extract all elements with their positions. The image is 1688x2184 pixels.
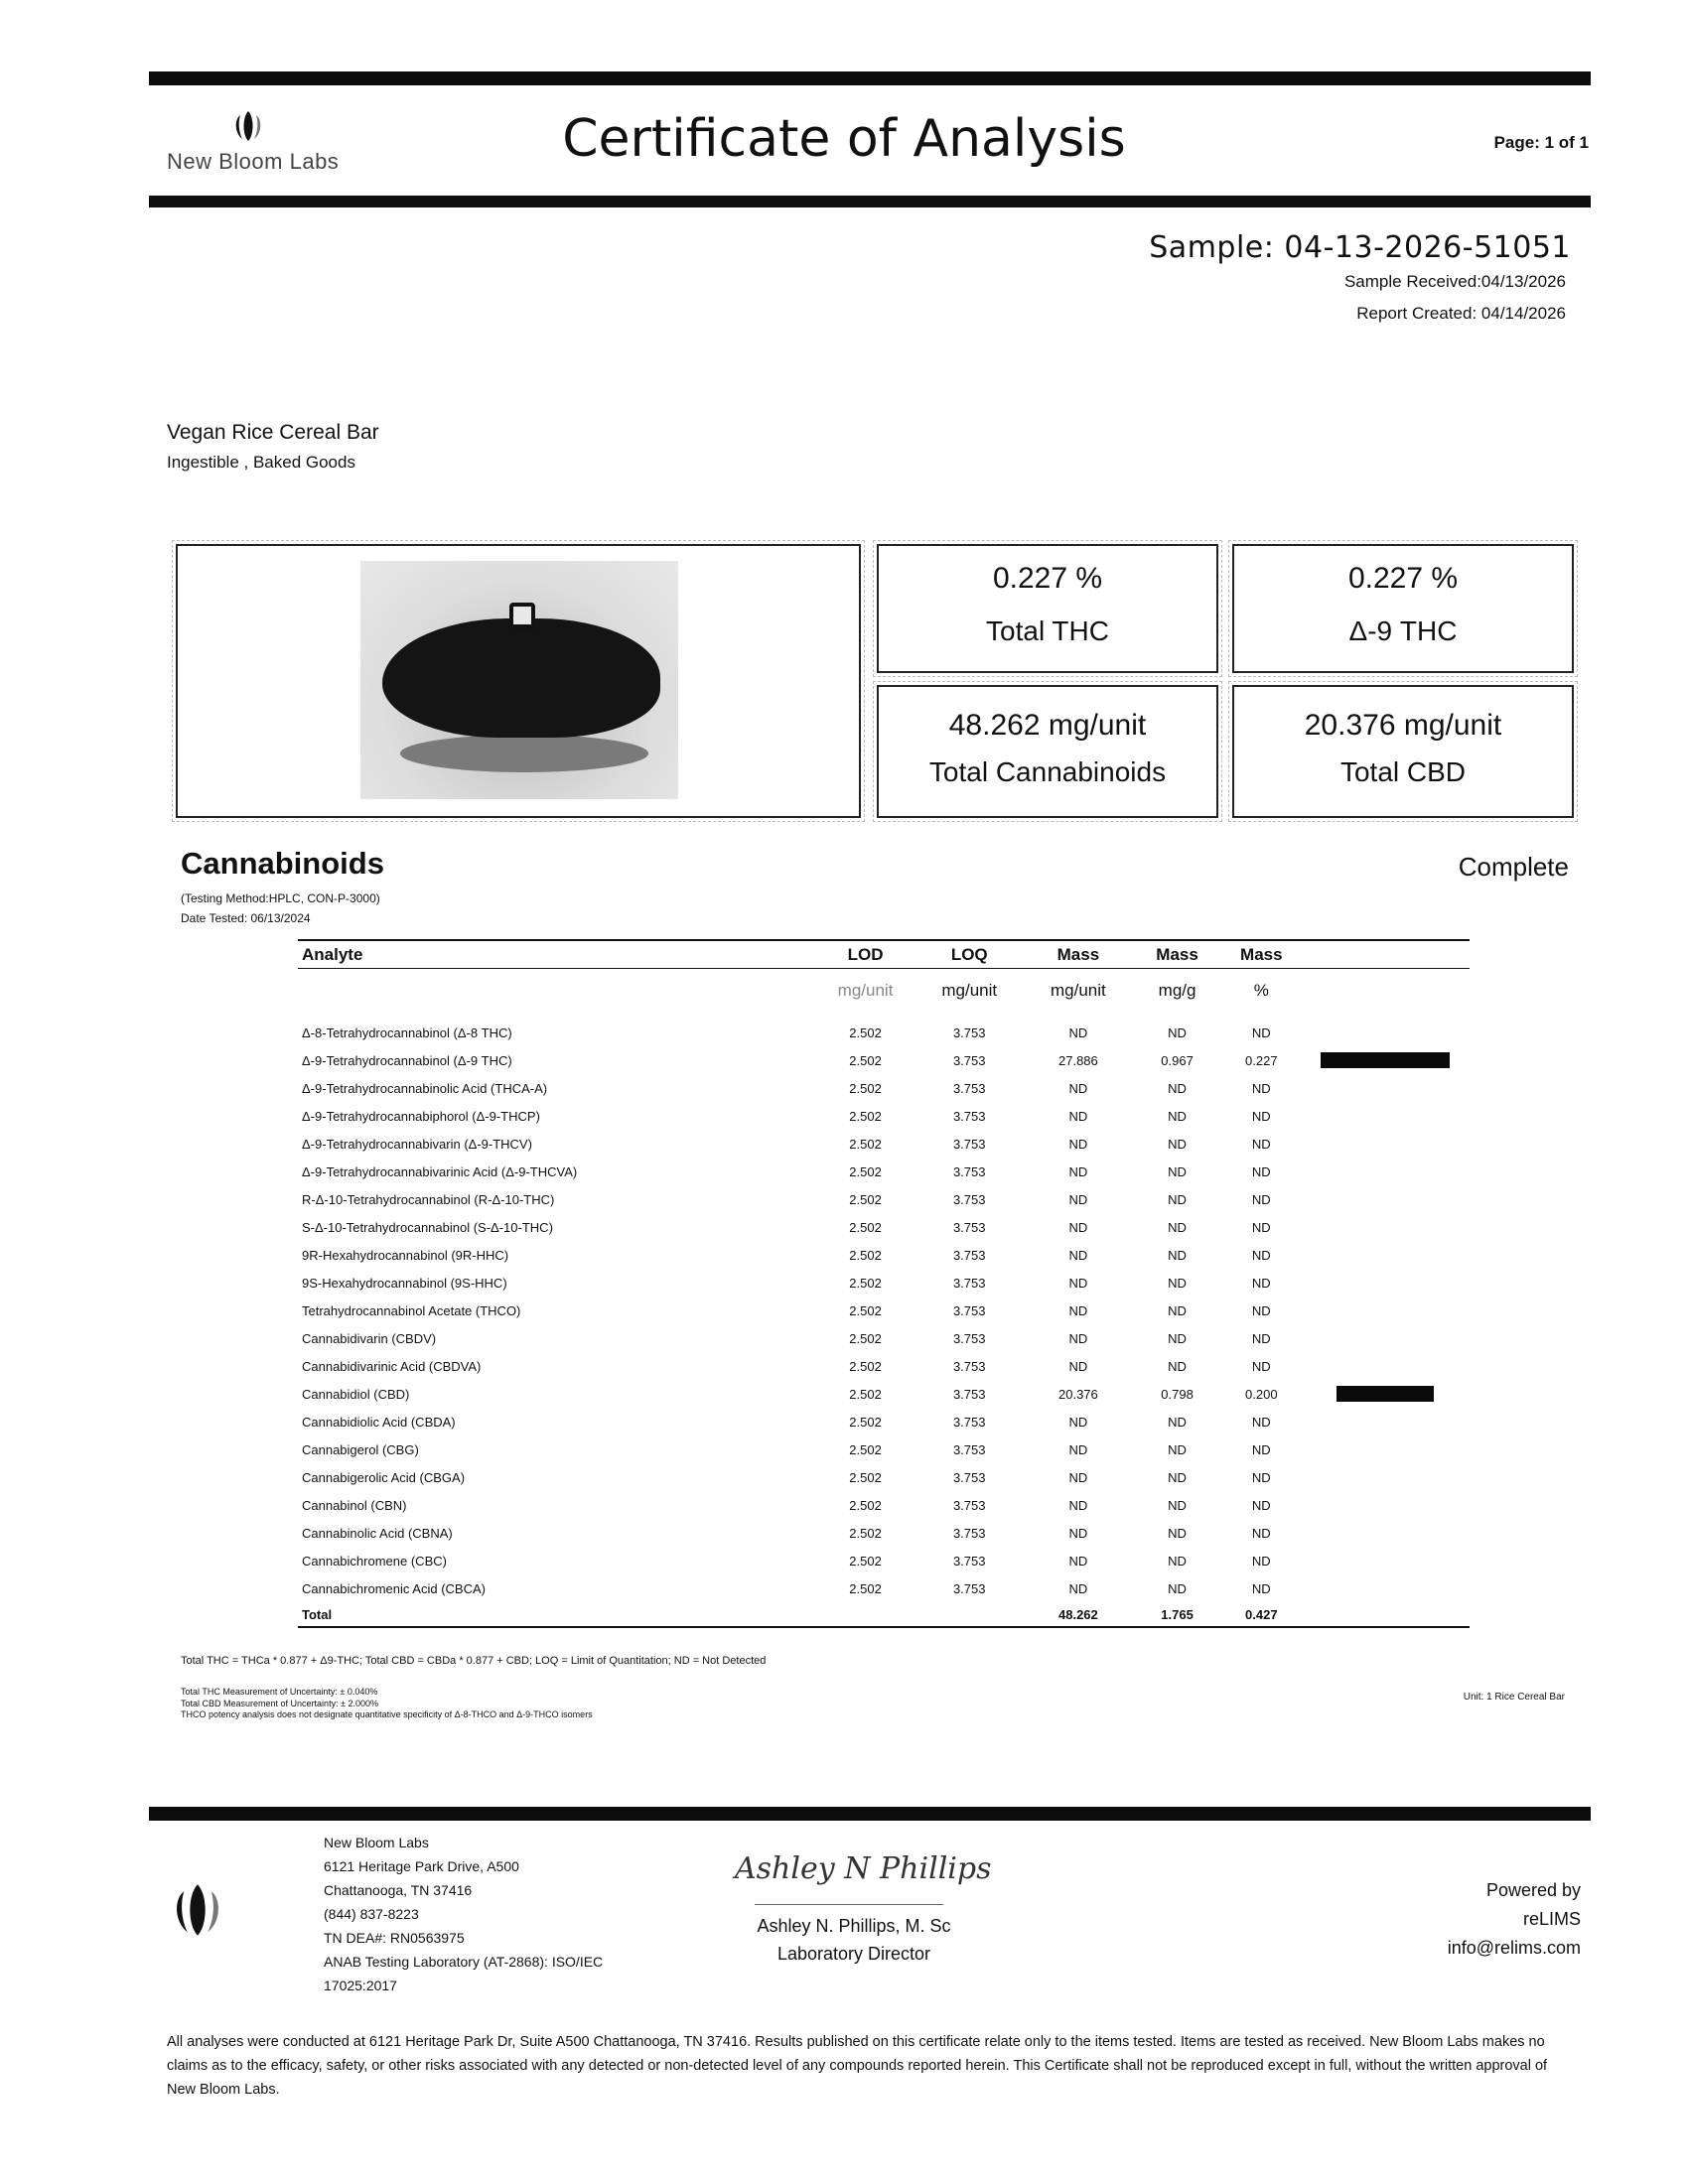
cell-mass-g: ND (1168, 1414, 1187, 1430)
address-line: 6121 Heritage Park Drive, A500 (324, 1858, 519, 1874)
product-photo (360, 561, 678, 799)
table-row (298, 1019, 1470, 1046)
cell-mass-pct: ND (1251, 1525, 1271, 1541)
cell-bar (1301, 1380, 1470, 1408)
cell-bar (1301, 1297, 1470, 1324)
cell-mass-unit: ND (1068, 1358, 1088, 1374)
cell-analyte: Cannabidivarin (CBDV) (302, 1330, 437, 1346)
cell-mass-unit: ND (1068, 1024, 1088, 1040)
powered-by-label: Powered by (1485, 1880, 1581, 1900)
table-row (298, 1130, 1470, 1158)
cell-mass-g: ND (1168, 1080, 1187, 1096)
cell-mass-pct: ND (1251, 1191, 1271, 1207)
cell-analyte: Cannabidiol (CBD) (302, 1386, 410, 1402)
column-header-mass-pct: Mass (1221, 940, 1301, 969)
address-line: Chattanooga, TN 37416 (324, 1882, 473, 1898)
cell-analyte: 9S-Hexahydrocannabinol (9S-HHC) (302, 1275, 507, 1291)
cell-bar (1301, 1213, 1470, 1241)
address-line: (844) 837-8223 (324, 1906, 419, 1922)
cell-bar (1301, 1158, 1470, 1185)
address-line: New Bloom Labs (324, 1835, 429, 1850)
cell-mass-pct: ND (1251, 1553, 1271, 1569)
cell-mass-g: ND (1168, 1441, 1187, 1457)
total-row (298, 1602, 1470, 1627)
cell-mass-pct: ND (1251, 1469, 1271, 1485)
cell-mass-pct: ND (1251, 1497, 1271, 1513)
table-row (298, 1185, 1470, 1213)
cell-loq: 3.753 (952, 1469, 986, 1485)
cell-analyte: Δ-8-Tetrahydrocannabinol (Δ-8 THC) (302, 1024, 512, 1040)
cell-bar (1301, 1019, 1470, 1046)
cereal-bar-image (382, 618, 660, 738)
cell-mass-unit: ND (1068, 1108, 1088, 1124)
cell-loq: 3.753 (952, 1108, 986, 1124)
cell-mass-unit: 27.886 (1058, 1052, 1098, 1068)
cell-mass-unit: ND (1068, 1275, 1088, 1291)
report-created-date: Report Created: 04/14/2026 (1356, 304, 1566, 323)
cell-analyte: S-Δ-10-Tetrahydrocannabinol (S-Δ-10-THC) (302, 1219, 553, 1235)
cell-lod: 2.502 (849, 1275, 882, 1291)
total-thc-card (877, 544, 1218, 673)
cell-analyte: Δ-9-Tetrahydrocannabivarinic Acid (Δ-9-THCVA) (302, 1163, 578, 1179)
disclaimer: All analyses were conducted at 6121 Heritage Park Dr, Suite A500 Chattanooga, TN 37416. Results published on this certificate relate only to the items tested. Items are tested as received. New Bloom Labs makes no claims as to the efficacy, safety, or other risks associated with any detected or non-detected level of any compounds reported herein. This Certificate shall not be reproduced except in full, without the written approval of New Bloom Labs. (167, 2034, 1548, 2098)
table-row (298, 1074, 1470, 1102)
total-cannabinoids-value: 48.262 mg/unit (948, 709, 1147, 742)
address-line: ANAB Testing Laboratory (AT-2868): ISO/IEC (324, 1954, 604, 1970)
total-empty (1301, 1602, 1470, 1627)
formula-footnote: Total THC = THCa * 0.877 + Δ9-THC; Total CBD = CBDa * 0.877 + CBD; LOQ = Limit of Quantitation; ND = Not Detected (181, 1655, 767, 1667)
new-bloom-logo-icon (167, 1881, 228, 1939)
cell-mass-pct: ND (1251, 1358, 1271, 1374)
handwritten-signature: Ashley N Phillips (735, 1851, 992, 1886)
cell-analyte: Δ-9-Tetrahydrocannabinol (Δ-9 THC) (302, 1052, 512, 1068)
cell-loq: 3.753 (952, 1553, 986, 1569)
cell-bar (1301, 1435, 1470, 1463)
cell-lod: 2.502 (849, 1525, 882, 1541)
table-row (298, 1269, 1470, 1297)
units-row (298, 969, 1470, 1020)
cell-mass-g: ND (1168, 1024, 1187, 1040)
unit-cell: mg/unit (1051, 981, 1106, 1000)
cell-mass-pct: ND (1251, 1275, 1271, 1291)
cell-lod: 2.502 (849, 1024, 882, 1040)
cell-loq: 3.753 (952, 1497, 986, 1513)
cell-bar (1301, 1547, 1470, 1574)
cell-loq: 3.753 (952, 1414, 986, 1430)
cell-lod: 2.502 (849, 1136, 882, 1152)
cell-bar (1301, 1046, 1470, 1074)
cell-analyte: Δ-9-Tetrahydrocannabinolic Acid (THCA-A) (302, 1080, 548, 1096)
cell-lod: 2.502 (849, 1191, 882, 1207)
cell-mass-g: ND (1168, 1469, 1187, 1485)
table-row (298, 1352, 1470, 1380)
cell-lod: 2.502 (849, 1441, 882, 1457)
cell-mass-unit: ND (1068, 1580, 1088, 1596)
cannabinoid-results-table (298, 939, 1470, 1628)
cell-lod: 2.502 (849, 1080, 882, 1096)
cell-mass-pct: ND (1251, 1580, 1271, 1596)
cell-mass-g: 0.798 (1161, 1386, 1194, 1402)
cell-lod: 2.502 (849, 1553, 882, 1569)
product-photo-panel (176, 544, 861, 818)
cell-mass-unit: ND (1068, 1247, 1088, 1263)
column-header-loq: LOQ (914, 940, 1024, 969)
cell-analyte: Cannabidivarinic Acid (CBDVA) (302, 1358, 482, 1374)
column-header-analyte: Analyte (298, 940, 816, 969)
table-row (298, 1046, 1470, 1074)
table-row (298, 1547, 1470, 1574)
cell-mass-pct: ND (1251, 1219, 1271, 1235)
table-row (298, 1380, 1470, 1408)
cell-loq: 3.753 (952, 1024, 986, 1040)
cbd-uncertainty: Total CBD Measurement of Uncertainty: ± 2.000% (181, 1699, 379, 1708)
contact-email[interactable]: info@relims.com (1447, 1938, 1581, 1958)
cell-mass-pct: ND (1251, 1080, 1271, 1096)
cell-analyte: Tetrahydrocannabinol Acetate (THCO) (302, 1302, 521, 1318)
total-empty (816, 1602, 915, 1627)
cell-mass-g: ND (1168, 1330, 1187, 1346)
cell-lod: 2.502 (849, 1108, 882, 1124)
cell-bar (1301, 1130, 1470, 1158)
table-row (298, 1519, 1470, 1547)
cell-analyte: 9R-Hexahydrocannabinol (9R-HHC) (302, 1247, 509, 1263)
cell-lod: 2.502 (849, 1247, 882, 1263)
total-cbd-card (1232, 685, 1574, 818)
table-row (298, 1158, 1470, 1185)
table-row (298, 1491, 1470, 1519)
cell-lod: 2.502 (849, 1386, 882, 1402)
cell-mass-unit: ND (1068, 1469, 1088, 1485)
cell-mass-unit: ND (1068, 1302, 1088, 1318)
cell-loq: 3.753 (952, 1219, 986, 1235)
photo-shadow (400, 735, 648, 772)
total-empty (914, 1602, 1024, 1627)
cell-loq: 3.753 (952, 1525, 986, 1541)
table-row (298, 1435, 1470, 1463)
total-thc-value: 0.227 % (992, 562, 1103, 595)
cell-bar (1301, 1269, 1470, 1297)
unit-cell: % (1253, 981, 1269, 1000)
cell-mass-g: ND (1168, 1525, 1187, 1541)
table-row (298, 1324, 1470, 1352)
table-row (298, 1102, 1470, 1130)
cell-mass-pct: ND (1251, 1136, 1271, 1152)
date-tested: Date Tested: 06/13/2024 (181, 911, 311, 925)
cell-analyte: Cannabigerolic Acid (CBGA) (302, 1469, 466, 1485)
cell-loq: 3.753 (952, 1191, 986, 1207)
cell-lod: 2.502 (849, 1052, 882, 1068)
cell-loq: 3.753 (952, 1580, 986, 1596)
product-category: Ingestible , Baked Goods (167, 453, 355, 472)
total-cbd-value: 20.376 mg/unit (1304, 709, 1502, 742)
cell-loq: 3.753 (952, 1358, 986, 1374)
address-line: 17025:2017 (324, 1978, 397, 1993)
table-row (298, 1463, 1470, 1491)
total-mass-g: 1.765 (1133, 1602, 1222, 1627)
cell-loq: 3.753 (952, 1441, 986, 1457)
cell-mass-pct: ND (1251, 1330, 1271, 1346)
d9-thc-value: 0.227 % (1347, 562, 1459, 595)
unit-cell (298, 969, 816, 1020)
total-cannabinoids-card (877, 685, 1218, 818)
table-row (298, 1408, 1470, 1435)
table-row (298, 1213, 1470, 1241)
total-mass-pct: 0.427 (1221, 1602, 1301, 1627)
cell-analyte: Δ-9-Tetrahydrocannabivarin (Δ-9-THCV) (302, 1136, 532, 1152)
cell-loq: 3.753 (952, 1136, 986, 1152)
sample-id: Sample: 04-13-2026-51051 (1149, 230, 1571, 265)
total-cbd-label: Total CBD (1339, 756, 1467, 787)
cell-mass-unit: ND (1068, 1553, 1088, 1569)
address-line: TN DEA#: RN0563975 (324, 1930, 465, 1946)
powered-by-brand: reLIMS (1522, 1909, 1581, 1929)
table-row (298, 1241, 1470, 1269)
section-title: Cannabinoids (181, 846, 384, 881)
document-title: Certificate of Analysis (562, 109, 1126, 169)
cell-bar (1301, 1185, 1470, 1213)
product-name: Vegan Rice Cereal Bar (167, 421, 379, 444)
cell-loq: 3.753 (952, 1163, 986, 1179)
thco-note: THCO potency analysis does not designate quantitative specificity of Δ-8-THCO and Δ-9-THCO isomers (181, 1709, 593, 1719)
cell-lod: 2.502 (849, 1469, 882, 1485)
cell-mass-pct: ND (1251, 1414, 1271, 1430)
cell-mass-unit: ND (1068, 1080, 1088, 1096)
signer-title: Laboratory Director (776, 1944, 931, 1964)
cell-mass-unit: ND (1068, 1191, 1088, 1207)
cell-loq: 3.753 (952, 1275, 986, 1291)
page-number: Page: 1 of 1 (1493, 133, 1589, 152)
cell-mass-unit: ND (1068, 1441, 1088, 1457)
header-rule (149, 196, 1591, 207)
cell-mass-g: ND (1168, 1136, 1187, 1152)
d9-thc-label: Δ-9 THC (1348, 615, 1458, 646)
redaction-bar (1336, 1386, 1434, 1402)
cell-mass-g: ND (1168, 1108, 1187, 1124)
cell-analyte: R-Δ-10-Tetrahydrocannabinol (R-Δ-10-THC) (302, 1191, 555, 1207)
signature-line (755, 1904, 943, 1905)
d9-thc-card (1232, 544, 1574, 673)
cell-bar (1301, 1324, 1470, 1352)
cell-bar (1301, 1574, 1470, 1602)
column-header-mass-g: Mass (1133, 940, 1222, 969)
cell-lod: 2.502 (849, 1414, 882, 1430)
unit-cell: mg/unit (837, 981, 894, 1000)
cell-mass-unit: ND (1068, 1525, 1088, 1541)
cell-loq: 3.753 (952, 1330, 986, 1346)
cell-mass-pct: ND (1251, 1441, 1271, 1457)
cell-lod: 2.502 (849, 1302, 882, 1318)
cell-mass-g: 0.967 (1161, 1052, 1194, 1068)
top-rule (149, 71, 1591, 85)
cell-bar (1301, 1519, 1470, 1547)
cell-lod: 2.502 (849, 1330, 882, 1346)
cell-loq: 3.753 (952, 1052, 986, 1068)
cell-lod: 2.502 (849, 1219, 882, 1235)
cell-bar (1301, 1074, 1470, 1102)
cell-mass-pct: ND (1251, 1108, 1271, 1124)
cell-analyte: Cannabinol (CBN) (302, 1497, 407, 1513)
cell-loq: 3.753 (952, 1386, 986, 1402)
cell-analyte: Cannabinolic Acid (CBNA) (302, 1525, 453, 1541)
cell-mass-unit: 20.376 (1058, 1386, 1098, 1402)
lab-name: New Bloom Labs (167, 149, 340, 174)
cell-lod: 2.502 (849, 1163, 882, 1179)
cell-loq: 3.753 (952, 1302, 986, 1318)
unit-note: Unit: 1 Rice Cereal Bar (1463, 1692, 1565, 1703)
cell-bar (1301, 1102, 1470, 1130)
cell-analyte: Cannabichromenic Acid (CBCA) (302, 1580, 486, 1596)
total-mass-unit: 48.262 (1024, 1602, 1133, 1627)
cell-loq: 3.753 (952, 1247, 986, 1263)
unit-cell: mg/unit (941, 981, 998, 1000)
cell-mass-pct: ND (1251, 1024, 1271, 1040)
cell-mass-pct: ND (1251, 1163, 1271, 1179)
thc-uncertainty: Total THC Measurement of Uncertainty: ± 0.040% (181, 1687, 378, 1697)
cell-bar (1301, 1352, 1470, 1380)
table-row (298, 1297, 1470, 1324)
table-row (298, 1574, 1470, 1602)
total-label: Total (298, 1602, 816, 1627)
cell-mass-g: ND (1168, 1247, 1187, 1263)
cell-analyte: Cannabigerol (CBG) (302, 1441, 419, 1457)
cell-mass-g: ND (1168, 1580, 1187, 1596)
cell-mass-unit: ND (1068, 1219, 1088, 1235)
redaction-bar (1321, 1052, 1450, 1068)
footer-rule (149, 1807, 1591, 1821)
table-header-row (298, 940, 1470, 969)
cell-mass-pct: ND (1251, 1302, 1271, 1318)
total-cannabinoids-label: Total Cannabinoids (928, 756, 1167, 787)
column-header-bar (1301, 940, 1470, 969)
cell-mass-pct: 0.200 (1245, 1386, 1278, 1402)
photo-tag (509, 603, 535, 628)
cell-analyte: Δ-9-Tetrahydrocannabiphorol (Δ-9-THCP) (302, 1108, 540, 1124)
column-header-mass-unit: Mass (1024, 940, 1133, 969)
cell-mass-g: ND (1168, 1219, 1187, 1235)
cell-mass-g: ND (1168, 1191, 1187, 1207)
cell-bar (1301, 1491, 1470, 1519)
cell-mass-g: ND (1168, 1497, 1187, 1513)
cell-lod: 2.502 (849, 1358, 882, 1374)
cell-analyte: Cannabidiolic Acid (CBDA) (302, 1414, 456, 1430)
status-badge: Complete (1458, 852, 1569, 882)
cell-bar (1301, 1241, 1470, 1269)
cell-lod: 2.502 (849, 1497, 882, 1513)
cell-mass-unit: ND (1068, 1414, 1088, 1430)
cell-mass-unit: ND (1068, 1136, 1088, 1152)
cell-mass-pct: 0.227 (1245, 1052, 1278, 1068)
cell-mass-g: ND (1168, 1358, 1187, 1374)
signer-name: Ashley N. Phillips, M. Sc (757, 1916, 951, 1936)
total-thc-label: Total THC (986, 615, 1109, 646)
cell-mass-g: ND (1168, 1275, 1187, 1291)
cell-mass-g: ND (1168, 1163, 1187, 1179)
column-header-lod: LOD (816, 940, 915, 969)
cell-mass-g: ND (1168, 1302, 1187, 1318)
powered-by-block (1448, 1876, 1581, 1963)
cell-lod: 2.502 (849, 1580, 882, 1596)
cell-bar (1301, 1408, 1470, 1435)
cell-mass-pct: ND (1251, 1247, 1271, 1263)
testing-method: (Testing Method:HPLC, CON-P-3000) (181, 891, 380, 905)
sample-received-date: Sample Received:04/13/2026 (1343, 272, 1566, 291)
unit-cell: mg/g (1158, 981, 1196, 1000)
cell-mass-unit: ND (1068, 1330, 1088, 1346)
cell-bar (1301, 1463, 1470, 1491)
cell-mass-g: ND (1168, 1553, 1187, 1569)
unit-cell (1301, 969, 1470, 1020)
cell-analyte: Cannabichromene (CBC) (302, 1553, 447, 1569)
cell-loq: 3.753 (952, 1080, 986, 1096)
cell-mass-unit: ND (1068, 1497, 1088, 1513)
cell-mass-unit: ND (1068, 1163, 1088, 1179)
